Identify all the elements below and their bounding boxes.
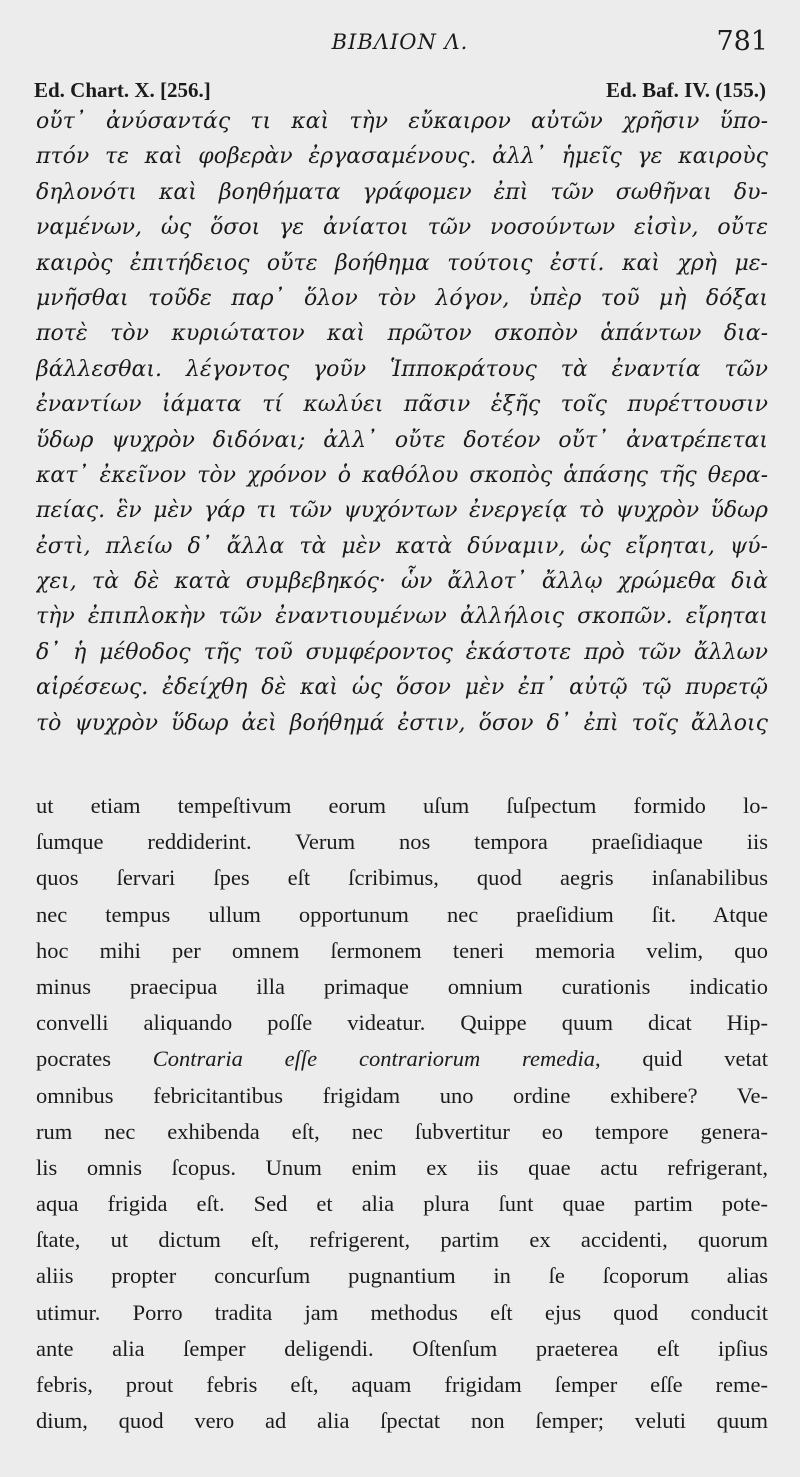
latin-line (36, 897, 768, 933)
latin-line (36, 969, 768, 1005)
latin-line (36, 1005, 768, 1041)
greek-line: ἐναντίων ἰάματα τί κωλύει πᾶσιν ἑξῆς τοῖς πυρέττουσιν (36, 392, 768, 418)
latin-line (36, 1331, 768, 1367)
latin-text: aliis propter concurſum pugnantium in ſe ſcoporum alias (36, 1263, 768, 1289)
latin-text: febris, prout febris eſt, aquam frigidam ſemper eſſe reme- (36, 1372, 768, 1397)
latin-text: ut etiam tempeſtivum eorum uſum ſuſpectum formido lo- (36, 793, 768, 818)
latin-line (36, 1186, 768, 1222)
greek-text-block (36, 104, 768, 741)
page-number: 781 (716, 26, 768, 57)
greek-line: ναμένων, ὡς ὅσοι γε ἀνίατοι τῶν νοσούντων εἰσὶν, οὔτε (36, 215, 768, 241)
greek-line: μνῆσθαι τοῦδε παρ᾽ ὅλον τὸν λόγον, ὑπὲρ τοῦ μὴ δόξαι (36, 285, 768, 311)
latin-line (36, 1403, 768, 1439)
latin-text: omnibus febricitantibus frigidam uno ordine exhibere? Ve- (36, 1082, 768, 1108)
edition-references (34, 78, 766, 103)
greek-line: βάλλεσθαι. λέγοντος γοῦν Ἱπποκράτους τὰ ἐναντία τῶν (36, 356, 768, 382)
greek-line: πτόν τε καὶ φοβερὰν ἐργασαμένους. ἀλλ᾽ ἡμεῖς γε καιροὺς (36, 144, 768, 170)
greek-line: πείας. ἓν μὲν γάρ τι τῶν ψυχόντων ἐνεργείᾳ τὸ ψυχρὸν ὕδωρ (36, 498, 768, 524)
greek-line: τὸ ψυχρὸν ὕδωρ ἀεὶ βοήθημά ἐστιν, ὅσον δ᾽ ἐπὶ τοῖς ἄλλοις (36, 710, 768, 736)
latin-line (36, 824, 768, 860)
greek-line: δηλονότι καὶ βοηθήματα γράφομεν ἐπὶ τῶν σωθῆναι δυ- (36, 179, 768, 205)
basel-edition-reference: Ed. Baf. IV. (155.) (605, 78, 766, 102)
greek-line: τὴν ἐπιπλοκὴν τῶν ἐναντιουμένων ἀλλήλοις σκοπῶν. εἴρηται (36, 604, 768, 630)
latin-line (36, 1150, 768, 1186)
latin-line (36, 1258, 768, 1294)
latin-text: lis omnis ſcopus. Unum enim ex iis quae actu refrigerant, (36, 1154, 768, 1180)
latin-text: quos ſervari ſpes eſt ſcribimus, quod aegris inſanabilibus (36, 865, 768, 891)
latin-line (36, 1041, 768, 1077)
latin-text: hoc mihi per omnem ſermonem teneri memoria velim, quo (36, 937, 768, 963)
latin-text: dium, quod vero ad alia ſpectat non ſemper; veluti quum (36, 1408, 768, 1434)
latin-text: rum nec exhibenda eſt, nec ſubvertitur eo tempore genera- (36, 1118, 768, 1144)
latin-line (36, 1295, 768, 1331)
latin-text: , quid vetat (594, 1046, 768, 1072)
latin-translation-block (36, 788, 768, 1439)
latin-text: aqua frigida eſt. Sed et alia plura ſunt quae partim pote- (36, 1191, 768, 1217)
latin-line (36, 788, 768, 824)
latin-text: ante alia ſemper deligendi. Oſtenſum praeterea eſt ipſius (36, 1335, 768, 1361)
latin-text: nec tempus ullum opportunum nec praeſidium ſit. Atque (36, 901, 768, 927)
greek-line: ἐστὶ, πλείω δ᾽ ἄλλα τὰ μὲν κατὰ δύναμιν, ὡς εἴρηται, ψύ- (36, 533, 768, 559)
greek-line: δ᾽ ἡ μέθοδος τῆς τοῦ συμφέροντος ἑκάστοτε πρὸ τῶν ἄλλων (36, 639, 768, 665)
latin-text: ſumque reddiderint. Verum nos tempora praeſidiaque iis (36, 829, 768, 855)
latin-text: pocrates (36, 1046, 153, 1072)
greek-line: χει, τὰ δὲ κατὰ συμβεβηκός· ὧν ἄλλοτ᾽ ἄλλῳ χρώμεθα διὰ (36, 569, 768, 595)
latin-line (36, 1114, 768, 1150)
latin-line (36, 1222, 768, 1258)
latin-text: convelli aliquando poſſe videatur. Quippe quum dicat Hip- (36, 1010, 768, 1036)
latin-italic-text: Contraria eſſe contrariorum remedia (152, 1046, 595, 1072)
chartier-edition-reference: Ed. Chart. X. [256.] (34, 78, 211, 102)
latin-text: ſtate, ut dictum eſt, refrigerent, partim ex accidenti, quorum (36, 1227, 768, 1253)
latin-line (36, 1078, 768, 1114)
greek-line: αἱρέσεως. ἐδείχθη δὲ καὶ ὡς ὅσον μὲν ἐπ᾽ αὐτῷ τῷ πυρετῷ (36, 675, 768, 701)
latin-text: minus praecipua illa primaque omnium curationis indicatio (36, 973, 768, 999)
greek-line: κατ᾽ ἐκεῖνον τὸν χρόνον ὁ καθόλου σκοπὸς ἁπάσης τῆς θερα- (36, 462, 768, 488)
latin-line (36, 1367, 768, 1403)
greek-line: ὕδωρ ψυχρὸν διδόναι; ἀλλ᾽ οὔτε δοτέον οὔτ᾽ ἀνατρέπεται (36, 427, 768, 453)
latin-text: utimur. Porro tradita jam methodus eſt ejus quod conducit (36, 1299, 768, 1325)
greek-line: καιρὸς ἐπιτήδειος οὔτε βοήθημα τούτοις ἐστί. καὶ χρὴ με- (36, 250, 768, 276)
greek-line: οὔτ᾽ ἀνύσαντάς τι καὶ τὴν εὔκαιρον αὐτῶν χρῆσιν ὕπο- (36, 109, 768, 134)
latin-line (36, 933, 768, 969)
greek-line: ποτὲ τὸν κυριώτατον καὶ πρῶτον σκοπὸν ἁπάντων δια- (36, 321, 768, 347)
running-title: BIBΛΙΟΝ Λ. (331, 30, 469, 54)
latin-line (36, 860, 768, 896)
